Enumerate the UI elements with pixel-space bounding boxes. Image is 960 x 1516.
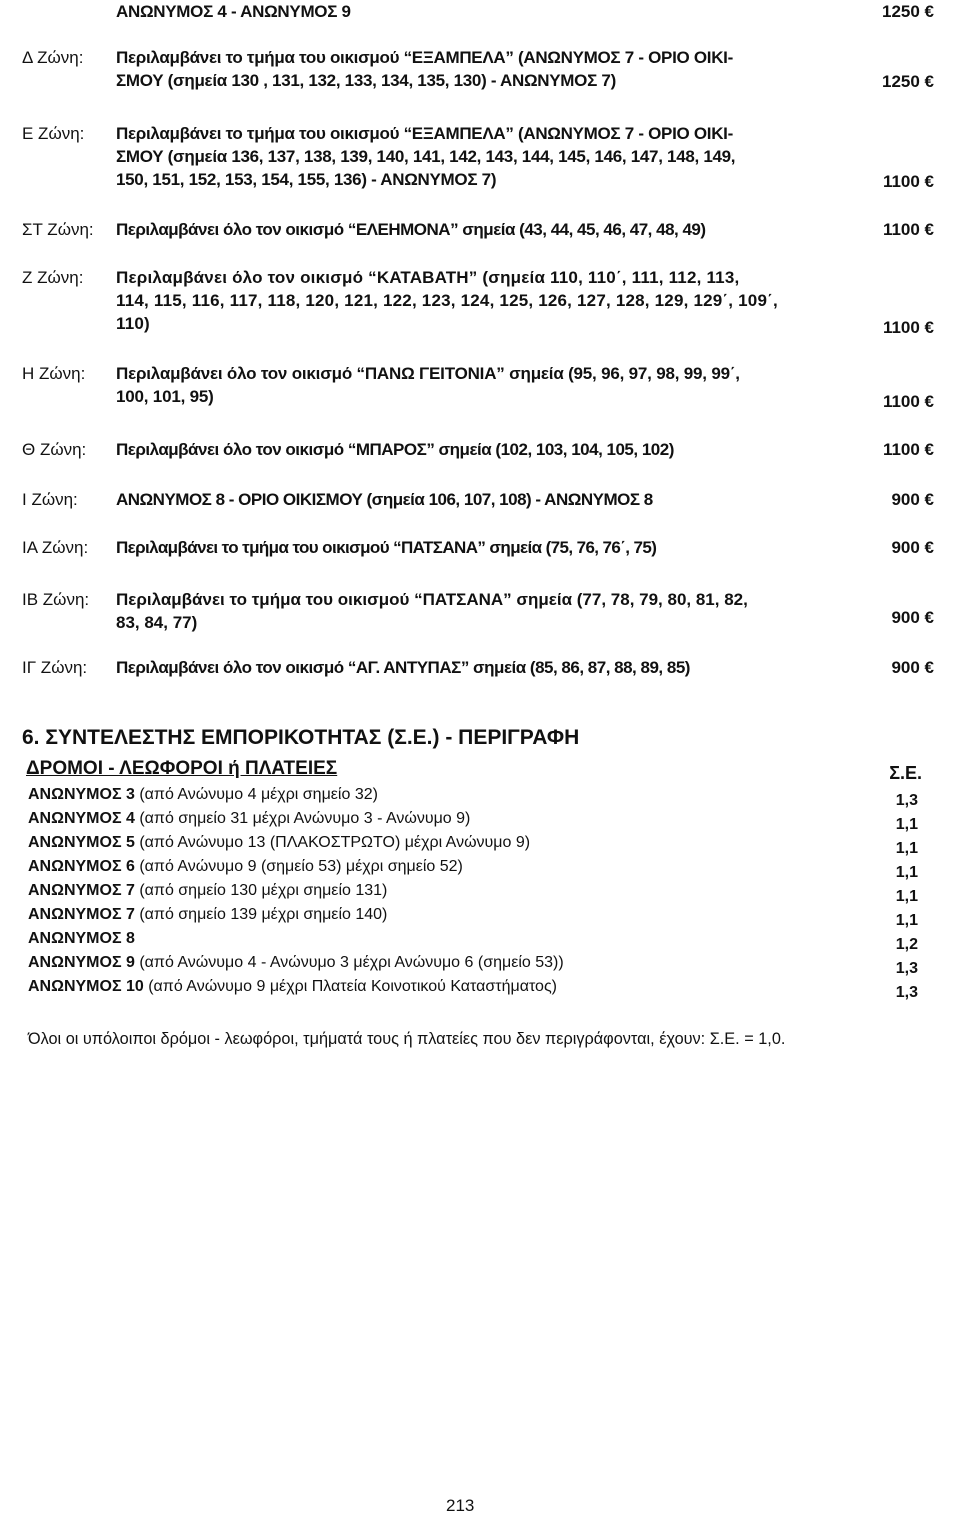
zone-label: Θ Ζώνη: — [22, 440, 87, 459]
road-se-value: 1,3 — [895, 960, 918, 977]
zone-description-line: Περιλαμβάνει το τμήμα του οικισμού “ΠΑΤΣΑΝΑ” σημεία (75, 76, 76΄, 75) — [116, 538, 657, 557]
zone-description — [116, 656, 690, 679]
road-se-value: 1,1 — [895, 888, 918, 905]
zone-price: 1100 € — [882, 318, 934, 337]
road-description: (από Ανώνυμο 9 μέχρι Πλατεία Κοινοτικού Καταστήματος) — [143, 978, 557, 995]
zone-price: 1100 € — [882, 172, 934, 191]
zone-label: ΙΓ Ζώνη: — [22, 658, 88, 677]
zone-description — [116, 438, 674, 461]
road-description: (από σημείο 31 μέχρι Ανώνυμο 3 - Ανώνυμο 9) — [134, 810, 471, 827]
zone-description-line: 83, 84, 77) — [116, 613, 198, 632]
zone-price: 1100 € — [882, 220, 934, 239]
road-description: (από Ανώνυμο 9 (σημείο 53) μέχρι σημείο 52) — [134, 858, 463, 875]
zone-description-line: 100, 101, 95) — [116, 387, 214, 406]
zone-label: Ι Ζώνη: — [22, 490, 78, 509]
zone-description — [116, 46, 733, 92]
zone-price: 900 € — [891, 490, 934, 509]
zone-description — [116, 218, 706, 241]
zone-description-line: Περιλαμβάνει όλο τον οικισμό “ΕΛΕΗΜΟΝΑ” σημεία (43, 44, 45, 46, 47, 48, 49) — [116, 220, 706, 239]
zone-description-line: Περιλαμβάνει το τμήμα του οικισμού “ΕΞΑΜΠΕΛΑ” (ΑΝΩΝΥΜΟΣ 7 - ΟΡΙΟ ΟΙΚΙ- — [116, 48, 733, 67]
road-row — [28, 952, 564, 974]
se-column-header: Σ.Ε. — [889, 763, 922, 783]
road-name: ΑΝΩΝΥΜΟΣ 6 — [28, 858, 135, 875]
road-row — [28, 928, 135, 950]
zone-label: Ε Ζώνη: — [22, 124, 85, 143]
zone-description-line: Περιλαμβάνει όλο τον οικισμό “ΚΑΤΑΒΑΤΗ” (σημεία 110, 110΄, 111, 112, 113, — [116, 268, 740, 287]
road-se-value: 1,1 — [895, 840, 918, 857]
road-se-value: 1,1 — [895, 816, 918, 833]
zone-price: 1250 € — [882, 2, 934, 21]
zone-description-line: 114, 115, 116, 117, 118, 120, 121, 122, 123, 124, 125, 126, 127, 128, 129, 129΄, 109΄, — [116, 291, 778, 310]
road-name: ΑΝΩΝΥΜΟΣ 10 — [28, 978, 144, 995]
page-number: 213 — [446, 1496, 475, 1515]
road-row — [28, 784, 378, 806]
road-se-value: 1,3 — [895, 984, 918, 1001]
footer-note: Όλοι οι υπόλοιποι δρόμοι - λεωφόροι, τμήματά τους ή πλατείες που δεν περιγράφονται, έχουν: Σ.Ε. = 1,0. — [28, 1030, 786, 1048]
road-se-value: 1,2 — [895, 936, 918, 953]
zone-description-line: Περιλαμβάνει όλο τον οικισμό “ΠΑΝΩ ΓΕΙΤΟΝΙΑ” σημεία (95, 96, 97, 98, 99, 99΄, — [116, 364, 740, 383]
zone-description — [116, 266, 778, 335]
zone-price: 900 € — [891, 608, 934, 627]
road-description: (από Ανώνυμο 4 μέχρι σημείο 32) — [134, 786, 378, 803]
road-row — [28, 904, 387, 926]
zone-price: 1100 € — [882, 440, 934, 459]
zone-description-line: ΣΜΟΥ (σημεία 136, 137, 138, 139, 140, 141, 142, 143, 144, 145, 146, 147, 148, 149, — [116, 147, 736, 166]
road-name: ΑΝΩΝΥΜΟΣ 3 — [28, 786, 135, 803]
road-name: ΑΝΩΝΥΜΟΣ 7 — [28, 882, 135, 899]
zone-description — [116, 536, 656, 559]
zone-label: ΙΑ Ζώνη: — [22, 538, 89, 557]
road-se-value: 1,3 — [895, 792, 918, 809]
zone-label: Η Ζώνη: — [22, 364, 86, 383]
zone-description-line: Περιλαμβάνει όλο τον οικισμό “ΜΠΑΡΟΣ” σημεία (102, 103, 104, 105, 102) — [116, 440, 674, 459]
road-row — [28, 976, 557, 998]
road-row — [28, 880, 387, 902]
zone-description-line: Περιλαμβάνει όλο τον οικισμό “ΑΓ. ΑΝΤΥΠΑΣ” σημεία (85, 86, 87, 88, 89, 85) — [116, 658, 690, 677]
zone-description — [116, 488, 653, 511]
road-row — [28, 856, 463, 878]
zone-price: 1250 € — [882, 72, 934, 91]
zone-description — [116, 0, 351, 23]
road-name: ΑΝΩΝΥΜΟΣ 9 — [28, 954, 135, 971]
roads-header: ΔΡΟΜΟΙ - ΛΕΩΦΟΡΟΙ ή ΠΛΑΤΕΙΕΣ — [26, 758, 338, 779]
zone-description — [116, 122, 735, 191]
zone-description — [116, 588, 748, 634]
road-description: (από Ανώνυμο 4 - Ανώνυμο 3 μέχρι Ανώνυμο 6 (σημείο 53)) — [134, 954, 564, 971]
zone-description-line: 110) — [116, 314, 150, 333]
zone-description-line: ΑΝΩΝΥΜΟΣ 8 - ΟΡΙΟ ΟΙΚΙΣΜΟΥ (σημεία 106, 107, 108) - ΑΝΩΝΥΜΟΣ 8 — [116, 490, 653, 509]
zone-description-line: 150, 151, 152, 153, 154, 155, 136) - ΑΝΩΝΥΜΟΣ 7) — [116, 170, 497, 189]
road-name: ΑΝΩΝΥΜΟΣ 4 — [28, 810, 135, 827]
road-description: (από σημείο 130 μέχρι σημείο 131) — [134, 882, 388, 899]
zone-description-line: Περιλαμβάνει το τμήμα του οικισμού “ΠΑΤΣΑΝΑ” σημεία (77, 78, 79, 80, 81, 82, — [116, 590, 748, 609]
road-se-value: 1,1 — [895, 912, 918, 929]
zone-description-line: Περιλαμβάνει το τμήμα του οικισμού “ΕΞΑΜΠΕΛΑ” (ΑΝΩΝΥΜΟΣ 7 - ΟΡΙΟ ΟΙΚΙ- — [116, 124, 733, 143]
road-name: ΑΝΩΝΥΜΟΣ 5 — [28, 834, 135, 851]
zone-price: 900 € — [891, 538, 934, 557]
zone-label: ΣΤ Ζώνη: — [22, 220, 94, 239]
zone-description-line: ΑΝΩΝΥΜΟΣ 4 - ΑΝΩΝΥΜΟΣ 9 — [116, 2, 351, 21]
zone-label: Δ Ζώνη: — [22, 48, 84, 67]
road-description: (από Ανώνυμο 13 (ΠΛΑΚΟΣΤΡΩΤΟ) μέχρι Ανώνυμο 9) — [134, 834, 531, 851]
zone-price: 900 € — [891, 658, 934, 677]
road-row — [28, 832, 530, 854]
road-description: (από σημείο 139 μέχρι σημείο 140) — [134, 906, 388, 923]
section-title: 6. ΣΥΝΤΕΛΕΣΤΗΣ ΕΜΠΟΡΙΚΟΤΗΤΑΣ (Σ.Ε.) - ΠΕΡΙΓΡΑΦΗ — [22, 726, 580, 749]
road-row — [28, 808, 470, 830]
zone-description-line: ΣΜΟΥ (σημεία 130 , 131, 132, 133, 134, 135, 130) - ΑΝΩΝΥΜΟΣ 7) — [116, 71, 616, 90]
zone-description — [116, 362, 740, 408]
road-name: ΑΝΩΝΥΜΟΣ 7 — [28, 906, 135, 923]
zone-label: ΙΒ Ζώνη: — [22, 590, 90, 609]
zone-price: 1100 € — [882, 392, 934, 411]
road-name: ΑΝΩΝΥΜΟΣ 8 — [28, 930, 135, 947]
zone-label: Ζ Ζώνη: — [22, 268, 84, 287]
road-se-value: 1,1 — [895, 864, 918, 881]
